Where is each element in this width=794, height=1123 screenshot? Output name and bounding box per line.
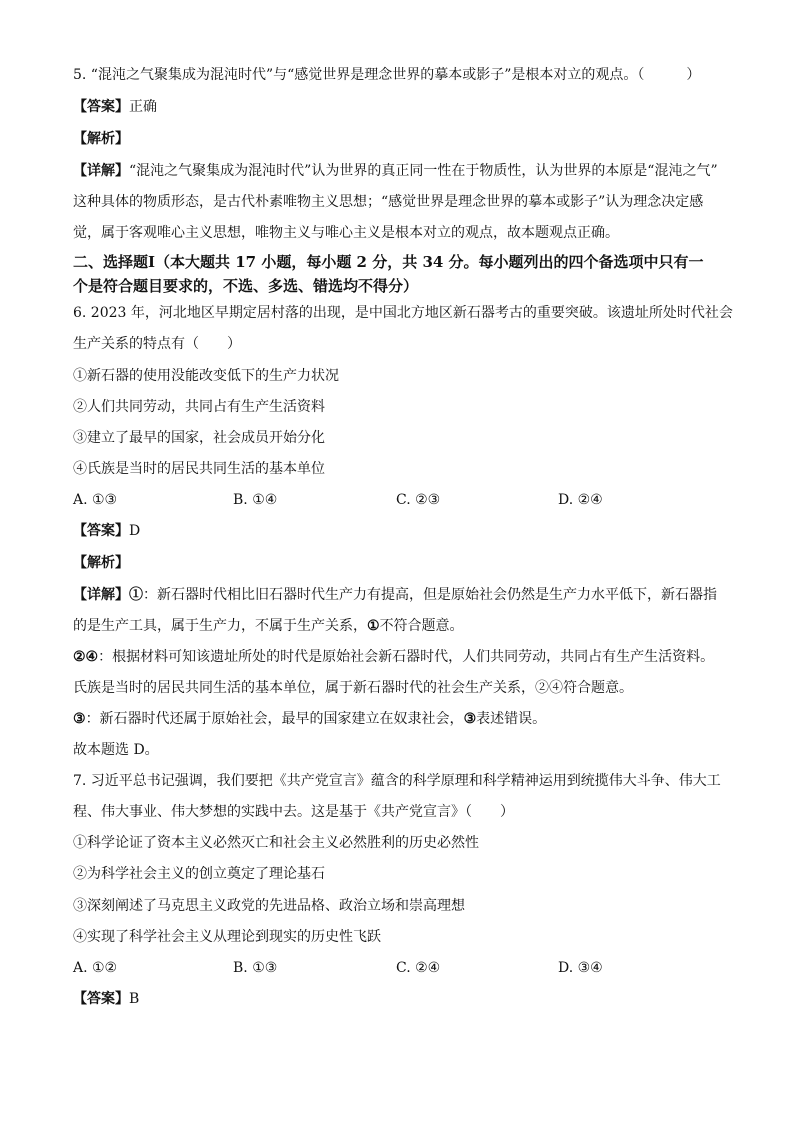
detail-mark: ①: [129, 587, 143, 603]
answer-tag: 【答案】: [73, 991, 129, 1007]
q6-item: ③建立了最早的国家，社会成员开始分化: [73, 430, 325, 446]
q6-stem: 生产关系的特点有（ ）: [73, 336, 241, 352]
q5-detail-line: [73, 161, 718, 181]
detail-mark: ③: [463, 711, 477, 727]
q6-detail-line: 氏族是当时的居民共同生活的基本单位，属于新石器时代的社会生产关系，②④符合题意。: [73, 680, 633, 696]
q7-item: ③深刻阐述了马克思主义政党的先进品格、政治立场和崇高理想: [73, 898, 465, 914]
detail-text: ：根据材料可知该遗址所处的时代是原始社会新石器时代，人们共同劳动，共同占有生产生活资料。: [98, 649, 715, 665]
detail-tag: 【详解】: [73, 163, 129, 179]
q7-item: ④实现了科学社会主义从理论到现实的历史性飞跃: [73, 929, 381, 945]
q5-detail-line: 这种具体的物质形态，是古代朴素唯物主义思想；“感觉世界是理念世界的摹本或影子”认为理念决定感: [73, 194, 704, 210]
q6-detail-line: [73, 709, 546, 729]
q6-item: ②人们共同劳动，共同占有生产生活资料: [73, 399, 325, 415]
q6-detail-line: [73, 585, 717, 605]
q6-answer: [73, 521, 140, 541]
q6-option-c: C. ②③: [396, 492, 441, 508]
detail-text: “混沌之气聚集成为混沌时代”认为世界的真正同一性在于物质性，认为世界的本原是“混沌之气”: [129, 163, 718, 179]
detail-mark: ②④: [73, 649, 99, 665]
detail-text: ：新石器时代还属于原始社会，最早的国家建立在奴隶社会，: [85, 711, 464, 727]
answer-tag: 【答案】: [73, 99, 129, 115]
section-heading: 个是符合题目要求的，不选、多选、错选均不得分）: [73, 277, 419, 295]
q7-option-b: B. ①③: [233, 960, 278, 976]
section-heading: 二、选择题Ⅰ（本大题共 17 小题，每小题 2 分，共 34 分。每小题列出的四个备选项中只有一: [73, 253, 704, 271]
detail-text: 表述错误。: [476, 711, 547, 727]
q7-option-d: D. ③④: [558, 960, 603, 976]
answer-value: D: [129, 523, 141, 539]
answer-value: 正确: [129, 99, 157, 115]
q6-detail-line: [73, 647, 714, 667]
q6-stem: 6. 2023 年，河北地区早期定居村落的出现，是中国北方地区新石器考古的重要突破。该遗址所处时代社会: [73, 305, 733, 321]
q6-option-a: A. ①③: [73, 492, 118, 508]
q7-option-c: C. ②④: [396, 960, 441, 976]
q6-analysis-tag: 【解析】: [73, 555, 129, 571]
q6-detail-line: [73, 616, 464, 636]
answer-tag: 【答案】: [73, 523, 129, 539]
q7-option-a: A. ①②: [73, 960, 118, 976]
q6-option-b: B. ①④: [233, 492, 278, 508]
detail-text: 的是生产工具，属于生产力，不属于生产关系，: [73, 618, 367, 634]
answer-value: B: [129, 991, 140, 1007]
q7-item: ②为科学社会主义的创立奠定了理论基石: [73, 866, 325, 882]
q6-conclusion: 故本题选 D。: [73, 742, 159, 758]
q5-detail-line: 觉，属于客观唯心主义思想，唯物主义与唯心主义是根本对立的观点，故本题观点正确。: [73, 225, 619, 241]
q6-option-d: D. ②④: [558, 492, 603, 508]
q6-item: ①新石器的使用没能改变低下的生产力状况: [73, 368, 339, 384]
detail-text: ：新石器时代相比旧石器时代生产力有提高，但是原始社会仍然是生产力水平低下，新石器指: [143, 587, 717, 603]
q5-stem: 5. “混沌之气聚集成为混沌时代”与“感觉世界是理念世界的摹本或影子”是根本对立的观点。（ ）: [73, 67, 701, 83]
detail-mark: ③: [73, 711, 86, 727]
q7-item: ①科学论证了资本主义必然灭亡和社会主义必然胜利的历史必然性: [73, 835, 479, 851]
q6-item: ④氏族是当时的居民共同生活的基本单位: [73, 461, 325, 477]
q5-answer: [73, 97, 157, 117]
q7-stem: 程、伟大事业、伟大梦想的实践中去。这是基于《共产党宣言》（ ）: [73, 804, 514, 820]
detail-mark: ①: [367, 618, 380, 634]
detail-tag: 【详解】: [73, 587, 129, 603]
detail-text: 不符合题意。: [379, 618, 464, 634]
q7-stem: 7. 习近平总书记强调，我们要把《共产党宣言》蕴含的科学原理和科学精神运用到统揽伟大斗争、伟大工: [73, 773, 721, 789]
q7-answer: [73, 989, 139, 1009]
q5-analysis-tag: 【解析】: [73, 131, 129, 147]
